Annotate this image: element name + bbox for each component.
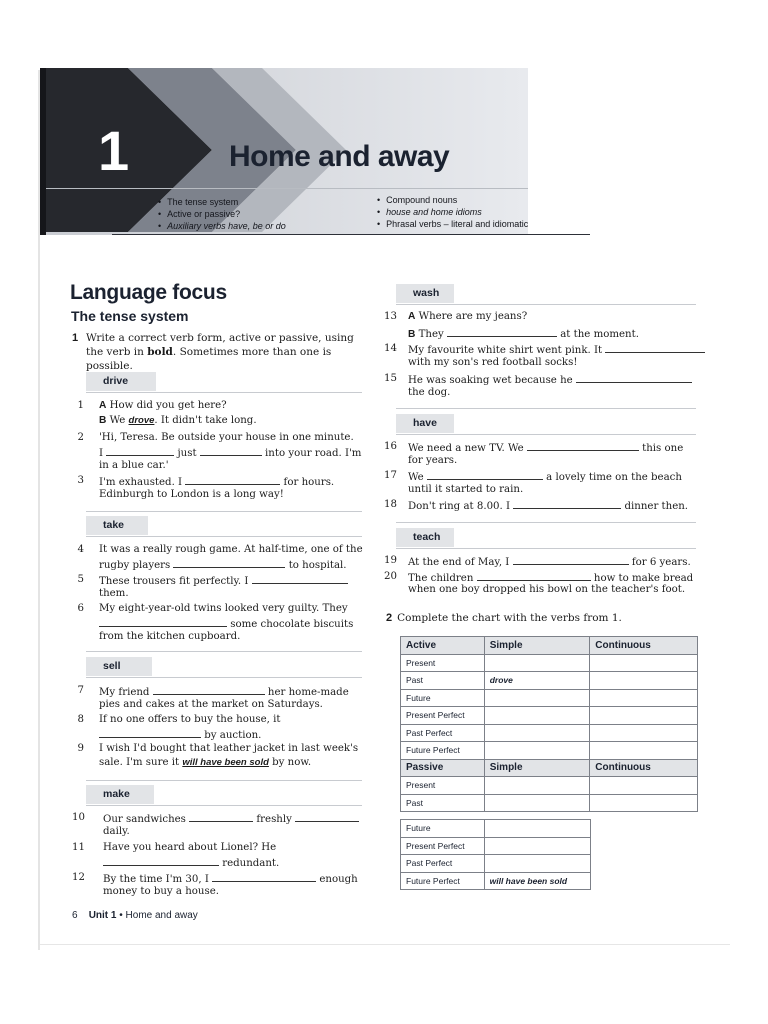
- answer-blank[interactable]: [106, 445, 174, 456]
- question-number: 3: [77, 475, 84, 486]
- verb-rule: [86, 780, 362, 781]
- topic-item: [158, 220, 286, 232]
- question-number: 16: [384, 441, 397, 452]
- verb-rule: [86, 651, 362, 652]
- chart-cell[interactable]: [590, 777, 698, 795]
- chart-cell[interactable]: [590, 794, 698, 812]
- answer-blank[interactable]: [212, 871, 316, 882]
- chart-row: [401, 672, 698, 690]
- answer-blank[interactable]: [427, 469, 543, 480]
- question-text: By the time I'm 30, I: [103, 874, 213, 885]
- question-text: some chocolate biscuits: [227, 619, 354, 630]
- verb-rule: [86, 536, 362, 537]
- footer-separator: •: [119, 910, 123, 921]
- chart-header-cell: Continuous: [590, 759, 698, 777]
- tense-label: Present Perfect: [401, 707, 485, 725]
- tense-label: Past: [401, 794, 485, 812]
- question-number: 19: [384, 555, 397, 566]
- topics-left: [158, 196, 286, 232]
- verb-rule: [396, 548, 696, 549]
- chart-header-row: [401, 637, 698, 655]
- speaker-label: A: [408, 311, 416, 322]
- question-text: at the moment.: [557, 329, 639, 340]
- question-number: 5: [77, 574, 84, 585]
- tense-label: Past: [401, 672, 485, 690]
- question-number: 10: [72, 812, 85, 823]
- topic-text: Auxiliary verbs have, be or do: [167, 221, 286, 231]
- chart-cell[interactable]: [590, 654, 698, 672]
- question-number: 8: [77, 714, 84, 725]
- chart-cell[interactable]: [590, 742, 698, 760]
- chart-cell[interactable]: will have been sold: [484, 872, 590, 890]
- question-text: Don't ring at 8.00. I: [408, 501, 514, 512]
- chart-row: [401, 837, 591, 855]
- answer-blank[interactable]: [605, 342, 705, 353]
- answer-blank[interactable]: [200, 445, 262, 456]
- answer-blank[interactable]: [527, 440, 639, 451]
- chart-header-cell: Active: [401, 637, 485, 655]
- question-text: pies and cakes at the market on Saturdays.: [99, 699, 323, 710]
- active-tense-chart: [400, 636, 698, 812]
- tense-label: Present: [401, 654, 485, 672]
- answer-blank[interactable]: [295, 811, 359, 822]
- instruction-text: . Sometimes more than one is possible.: [86, 346, 332, 372]
- page-number: 6: [72, 910, 78, 921]
- question-text: freshly: [253, 814, 296, 825]
- chart-row: [401, 742, 698, 760]
- topic-item: • Active or passive?: [158, 208, 286, 220]
- question-text: in a blue car.': [99, 460, 169, 471]
- question-number: 13: [384, 311, 397, 322]
- question-text: Our sandwiches: [103, 814, 190, 825]
- question-text: to hospital.: [285, 560, 347, 571]
- question-number: 12: [72, 872, 85, 883]
- chart-row: [401, 855, 591, 873]
- topic-item: • Phrasal verbs – literal and idiomatic: [377, 218, 528, 230]
- page-footer: [72, 910, 198, 921]
- question-text: by now.: [268, 757, 312, 768]
- unit-number: 1: [98, 119, 128, 182]
- question-text: redundant.: [219, 858, 280, 869]
- question-text: I: [99, 448, 107, 459]
- question-number: 4: [77, 544, 84, 555]
- answer-blank[interactable]: [173, 557, 285, 568]
- question-number: 6: [77, 603, 84, 614]
- example-answer: drove: [128, 415, 155, 426]
- answer-blank[interactable]: [99, 616, 227, 627]
- verb-box-have: have: [396, 414, 454, 433]
- question-text: by auction.: [201, 730, 262, 741]
- question-text: We need a new TV. We: [408, 443, 527, 454]
- question-number: 14: [384, 343, 397, 354]
- instruction-text: Complete the chart with the verbs from 1.: [397, 612, 622, 624]
- verb-box-take: take: [86, 516, 148, 535]
- question-text: Edinburgh to London is a long way!: [99, 489, 284, 500]
- verb-box-wash: wash: [396, 284, 454, 303]
- verb-rule: [396, 304, 696, 305]
- chart-cell[interactable]: [590, 724, 698, 742]
- chart-cell[interactable]: [484, 837, 590, 855]
- question-text: Where are my jeans?: [418, 311, 528, 322]
- verb-rule: [396, 408, 696, 409]
- question-number: 20: [384, 571, 397, 582]
- chart-row: [401, 724, 698, 742]
- chart-cell[interactable]: [590, 707, 698, 725]
- question-text: for hours.: [280, 477, 335, 488]
- question-text: My friend: [99, 687, 153, 698]
- answer-blank[interactable]: [99, 727, 201, 738]
- question-text: I'm exhausted. I: [99, 477, 186, 488]
- question-text: the dog.: [408, 387, 451, 398]
- question-text: At the end of May, I: [408, 557, 513, 568]
- speaker-label: B: [99, 415, 107, 426]
- chart-cell[interactable]: [484, 707, 590, 725]
- unit-title: Home and away: [229, 140, 450, 173]
- verb-rule: [86, 511, 362, 512]
- question-text: 'Hi, Teresa. Be outside your house in one minute.: [99, 432, 354, 443]
- question-text: them.: [99, 588, 129, 599]
- question-text: daily.: [103, 826, 130, 837]
- chart-cell[interactable]: [484, 654, 590, 672]
- question-number: 9: [77, 743, 84, 754]
- question-text: How did you get here?: [109, 400, 227, 411]
- question-text: We: [408, 472, 427, 483]
- question-text: into your road. I'm: [261, 448, 362, 459]
- footer-title: Home and away: [125, 910, 198, 921]
- topic-item: • The tense system: [158, 196, 286, 208]
- question-text: her home-made: [264, 687, 349, 698]
- question-text: My eight-year-old twins looked very guilty. They: [99, 603, 348, 614]
- example-answer: will have been sold: [182, 757, 269, 768]
- verb-rule: [86, 805, 362, 806]
- tense-label: Present Perfect: [401, 837, 485, 855]
- passive-tense-chart-continued: [400, 819, 591, 890]
- question-number: 7: [77, 685, 84, 696]
- chart-row: [401, 707, 698, 725]
- question-text: I wish I'd bought that leather jacket in last week's: [99, 743, 359, 754]
- question-text: a lovely time on the beach: [542, 472, 682, 483]
- chart-row: [401, 820, 591, 838]
- chart-header-cell: Passive: [401, 759, 485, 777]
- banner-edge: [40, 68, 46, 235]
- topic-item: • Compound nouns: [377, 194, 528, 206]
- question-text: when one boy dropped his bowl on the teacher's foot.: [408, 584, 686, 595]
- answer-blank[interactable]: [513, 498, 621, 509]
- verb-box-drive: drive: [86, 372, 156, 391]
- answer-blank[interactable]: [447, 326, 557, 337]
- answer-blank[interactable]: [103, 855, 219, 866]
- answer-blank[interactable]: [189, 811, 253, 822]
- answer-blank[interactable]: [513, 554, 629, 565]
- question-number: 2: [77, 432, 84, 443]
- question-text: sale. I'm sure it: [99, 757, 183, 768]
- question-text: money to buy a house.: [103, 886, 219, 897]
- tense-label: Past Perfect: [401, 724, 485, 742]
- question-text: dinner then.: [621, 501, 689, 512]
- exercise-number: 1: [72, 332, 79, 344]
- instruction-bold: bold: [147, 346, 173, 358]
- tense-label: Present: [401, 777, 485, 795]
- verb-rule: [86, 392, 362, 393]
- chart-row: [401, 777, 698, 795]
- chart-cell[interactable]: [484, 855, 590, 873]
- tense-label: Past Perfect: [401, 855, 485, 873]
- chart-cell[interactable]: [484, 777, 590, 795]
- subsection-title: The tense system: [71, 308, 189, 324]
- question-number: 1: [77, 400, 84, 411]
- question-text: If no one offers to buy the house, it: [99, 714, 281, 725]
- tense-label: Future Perfect: [401, 872, 485, 890]
- chart-cell[interactable]: [590, 672, 698, 690]
- chart-row: [401, 654, 698, 672]
- question-text: with my son's red football socks!: [408, 357, 578, 368]
- chart-header-cell: Continuous: [590, 637, 698, 655]
- answer-blank[interactable]: [153, 684, 265, 695]
- speaker-label: A: [99, 400, 107, 411]
- instruction-text: Write a correct verb form, active or passive, using the verb in: [86, 332, 354, 358]
- exercise-2-instruction: [386, 612, 622, 624]
- section-title: Language focus: [70, 281, 227, 304]
- topic-item: [377, 206, 528, 218]
- chart-header-cell: Simple: [484, 759, 590, 777]
- question-text: just: [174, 448, 200, 459]
- question-text: this one: [638, 443, 684, 454]
- chart-cell[interactable]: [484, 820, 590, 838]
- speaker-label: B: [408, 329, 416, 340]
- question-text: enough: [316, 874, 358, 885]
- chart-cell[interactable]: [484, 742, 590, 760]
- verb-box-make: make: [86, 785, 154, 804]
- question-text: rugby players: [99, 560, 174, 571]
- verb-rule: [86, 677, 362, 678]
- question-text: It was a really rough game. At half-time, one of the: [99, 544, 363, 555]
- topic-text: house and home idioms: [386, 207, 482, 217]
- chart-row: [401, 872, 591, 890]
- chart-header-row: [401, 759, 698, 777]
- question-text: My favourite white shirt went pink. It: [408, 345, 606, 356]
- question-text: We: [109, 415, 129, 426]
- question-text: . It didn't take long.: [154, 415, 257, 426]
- question-text: He was soaking wet because he: [408, 375, 576, 386]
- verb-rule: [396, 522, 696, 523]
- chart-cell[interactable]: [484, 794, 590, 812]
- question-text: They: [418, 329, 447, 340]
- question-text: for 6 years.: [628, 557, 691, 568]
- answer-blank[interactable]: [576, 372, 692, 383]
- chart-header-cell: Simple: [484, 637, 590, 655]
- answer-blank[interactable]: [252, 573, 348, 584]
- chart-row: [401, 794, 698, 812]
- answer-blank[interactable]: [185, 474, 280, 485]
- question-text: until it started to rain.: [408, 484, 524, 495]
- question-text: These trousers fit perfectly. I: [99, 576, 252, 587]
- tense-label: Future: [401, 820, 485, 838]
- verb-box-sell: sell: [86, 657, 152, 676]
- question-text: for years.: [408, 455, 458, 466]
- tense-label: Future: [401, 689, 485, 707]
- topics-right: [377, 194, 528, 230]
- verb-box-teach: teach: [396, 528, 454, 547]
- question-number: 11: [72, 842, 85, 853]
- question-text: from the kitchen cupboard.: [99, 631, 241, 642]
- footer-unit: Unit 1: [88, 910, 117, 921]
- tense-label: Future Perfect: [401, 742, 485, 760]
- answer-blank[interactable]: [477, 570, 591, 581]
- chart-cell[interactable]: drove: [484, 672, 590, 690]
- verb-rule: [396, 434, 696, 435]
- chart-cell[interactable]: [484, 724, 590, 742]
- exercise-1-instruction: [72, 331, 362, 373]
- question-number: 17: [384, 470, 397, 481]
- header-underline: [112, 234, 590, 235]
- question-text: how to make bread: [590, 573, 694, 584]
- question-number: 15: [384, 373, 397, 384]
- chart-cell[interactable]: [590, 689, 698, 707]
- question-number: 18: [384, 499, 397, 510]
- chart-row: [401, 689, 698, 707]
- page-bottom-edge: [40, 944, 730, 945]
- question-text: The children: [408, 573, 477, 584]
- chart-cell[interactable]: [484, 689, 590, 707]
- banner-divider: [46, 188, 528, 189]
- exercise-number: 2: [386, 612, 393, 624]
- question-text: Have you heard about Lionel? He: [103, 842, 277, 853]
